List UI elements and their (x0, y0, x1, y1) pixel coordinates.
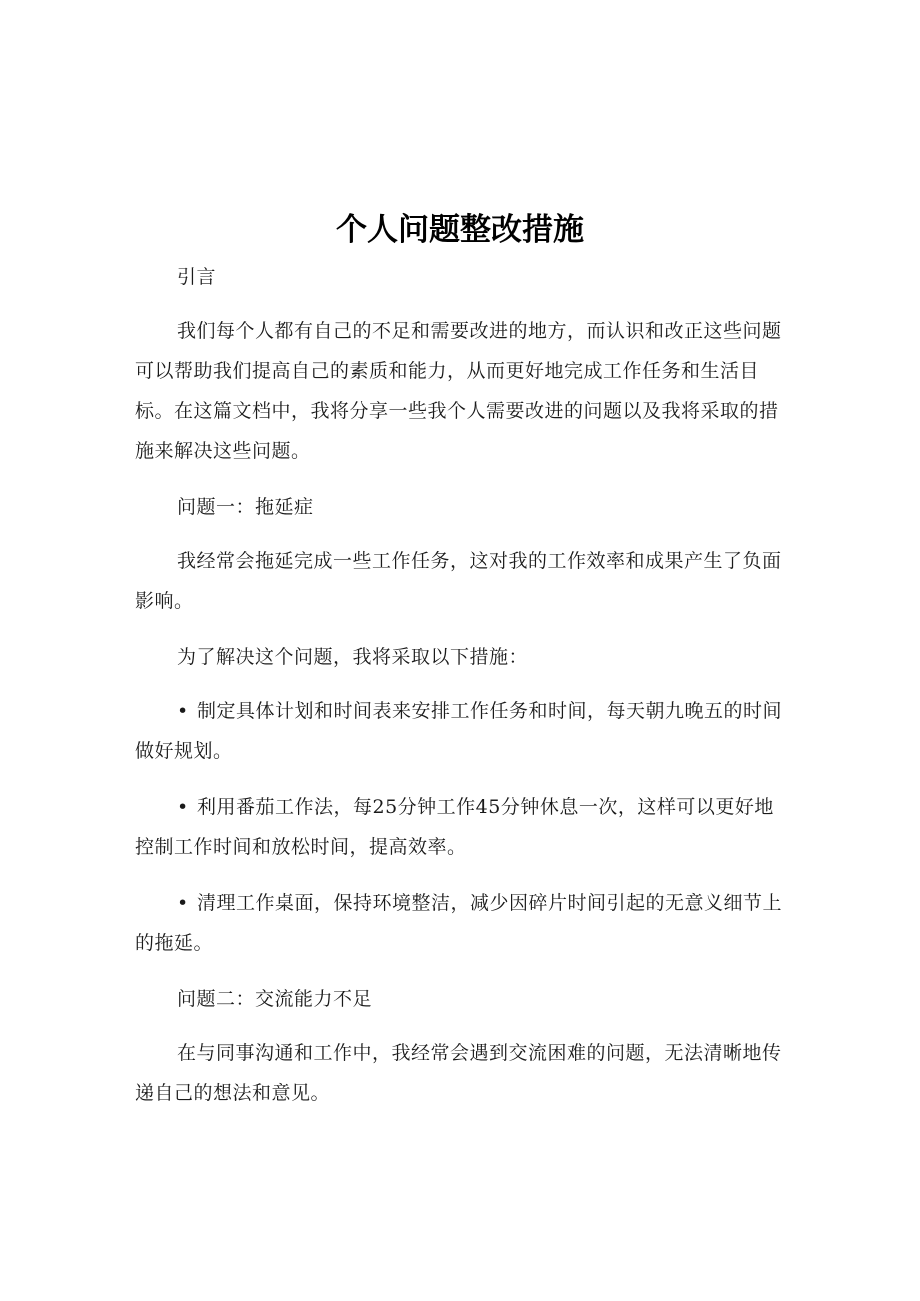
bullet-icon: • (177, 700, 189, 722)
measure-text: 制定具体计划和时间表来安排工作任务和时间，每天朝九晚五的时间做好规划。 (135, 700, 783, 762)
measure-text: 清理工作桌面，保持环境整洁，减少因碎片时间引起的无意义细节上的拖延。 (135, 892, 783, 954)
intro-paragraph: 我们每个人都有自己的不足和需要改进的地方，而认识和改正这些问题可以帮助我们提高自己的素质和能力，从而更好地完成工作任务和生活目标。在这篇文档中，我将分享一些我个人需要改进的问题以及我将采取的措施来解决这些问题。 (135, 320, 782, 462)
measure-item (135, 883, 783, 963)
bullet-icon: • (177, 796, 189, 818)
measure-item (135, 787, 783, 867)
measure-item (135, 691, 783, 771)
issue2-description: 在与同事沟通和工作中，我经常会遇到交流困难的问题，无法清晰地传递自己的想法和意见。 (135, 1042, 782, 1104)
issue1-heading: 问题一：拖延症 (177, 496, 314, 518)
issue2-heading: 问题二：交流能力不足 (177, 988, 373, 1010)
document-title: 个人问题整改措施 (336, 212, 584, 248)
issue1-measures-intro: 为了解决这个问题，我将采取以下措施： (177, 646, 529, 668)
measure-text: 利用番茄工作法，每25分钟工作45分钟休息一次，这样可以更好地控制工作时间和放松时间，提高效率。 (135, 796, 774, 858)
intro-heading: 引言 (177, 266, 217, 288)
issue1-description: 我经常会拖延完成一些工作任务，这对我的工作效率和成果产生了负面影响。 (135, 550, 782, 612)
bullet-icon: • (177, 892, 189, 914)
